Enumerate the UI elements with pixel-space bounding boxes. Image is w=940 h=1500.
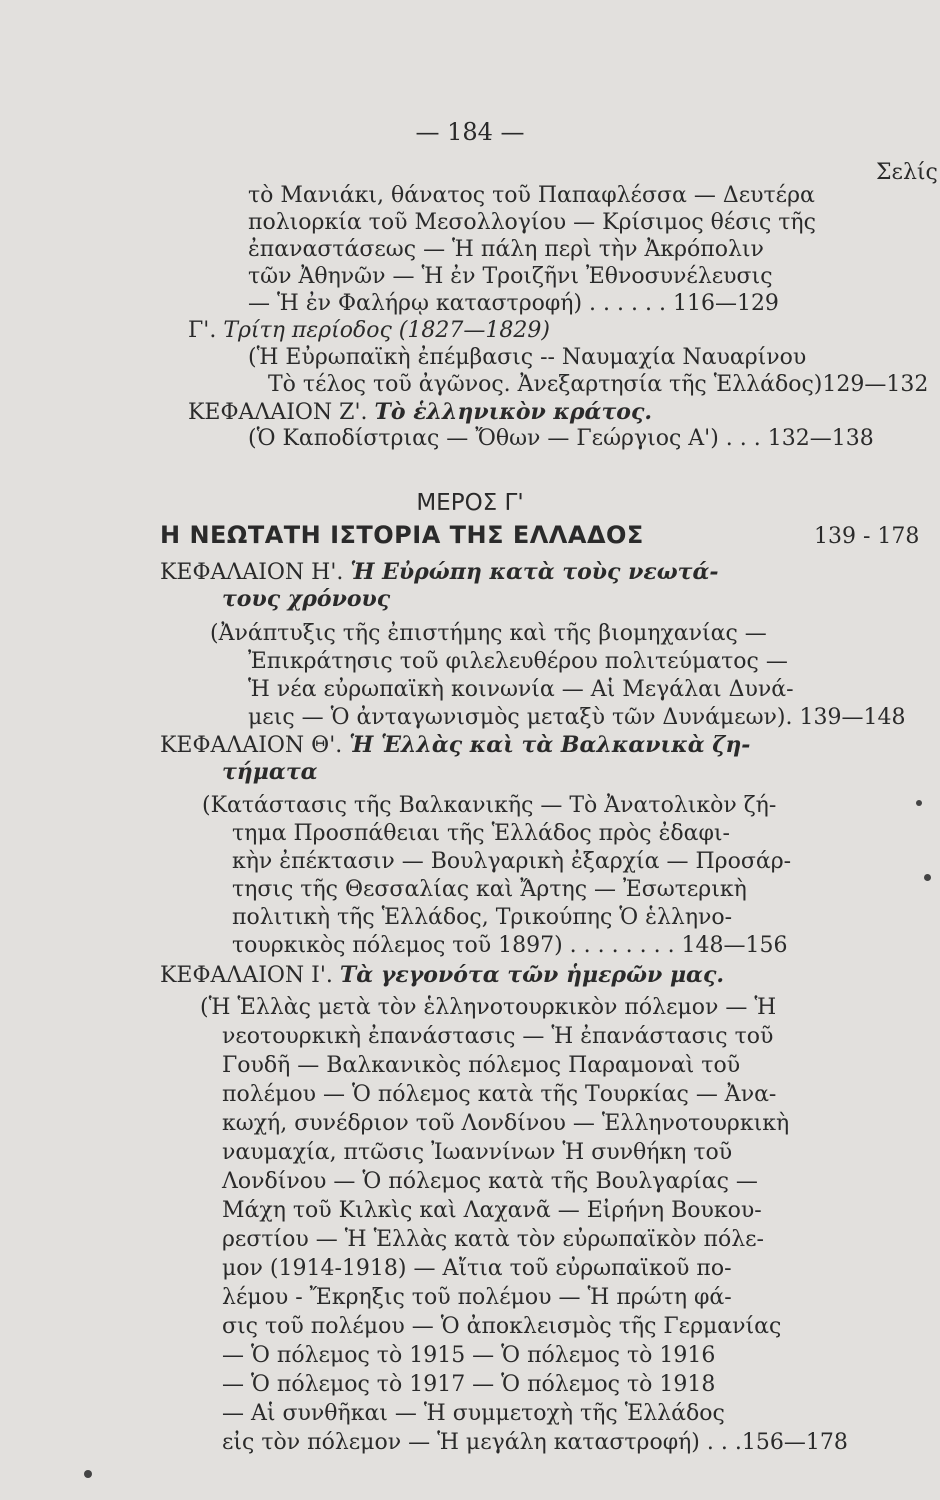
chapter-title-cont: τους χρόνους bbox=[222, 586, 391, 612]
section-title: Τρίτη περίοδος (1827—1829) bbox=[223, 318, 550, 343]
toc-line: τῶν Ἀθηνῶν — Ἡ ἐν Τροιζῆνι Ἐθνοσυνέλευσις bbox=[248, 264, 773, 289]
ink-spot bbox=[924, 874, 931, 881]
toc-line: (Κατάστασις τῆς Βαλκανικῆς — Τὸ Ἀνατολικὸν ζή- bbox=[202, 793, 777, 818]
toc-line: τουρκικὸς πόλεμος τοῦ 1897) . . . . . . . . 148—156 bbox=[232, 933, 788, 958]
chapter-title: Ἡ Εὐρώπη κατὰ τοὺς νεωτά- bbox=[350, 559, 719, 585]
chapter-title: Τὰ γεγονότα τῶν ἡμερῶν μας. bbox=[339, 962, 725, 988]
toc-line: Γουδῆ — Βαλκανικὸς πόλεμος Παραμοναὶ τοῦ bbox=[222, 1053, 741, 1078]
toc-line: (Ἀνάπτυξις τῆς ἐπιστήμης καὶ τῆς βιομηχανίας — bbox=[210, 621, 767, 646]
chapter-label: ΚΕΦΑΛΑΙΟΝ Θ'. bbox=[160, 733, 343, 758]
toc-line: (Ὁ Καποδίστριας — Ὄθων — Γεώργιος Α') . . . 132—138 bbox=[248, 426, 874, 451]
ink-spot bbox=[916, 800, 922, 806]
toc-line: Μάχη τοῦ Κιλκὶς καὶ Λαχανᾶ — Εἰρήνη Βουκου- bbox=[222, 1198, 762, 1223]
toc-line: — Ἡ ἐν Φαλήρῳ καταστροφή) . . . . . . 116—129 bbox=[248, 291, 779, 316]
toc-line: Ἐπικράτησις τοῦ φιλελευθέρου πολιτεύματος — bbox=[248, 649, 788, 674]
chapter-title: Ἡ Ἑλλὰς καὶ τὰ Βαλκανικὰ ζη- bbox=[349, 732, 751, 758]
toc-line: — Ὁ πόλεμος τὸ 1917 — Ὁ πόλεμος τὸ 1918 bbox=[222, 1372, 716, 1397]
toc-line: (Ἡ Ἑλλὰς μετὰ τὸν ἑλληνοτουρκικὸν πόλεμον — Ἡ bbox=[200, 995, 777, 1020]
chapter-heading bbox=[160, 962, 724, 989]
part-label: ΜΕΡΟΣ Γ' bbox=[416, 490, 524, 516]
chapter-heading bbox=[160, 559, 719, 586]
chapter-heading bbox=[188, 399, 652, 426]
toc-line: μον (1914-1918) — Αἴτια τοῦ εὐρωπαϊκοῦ πο- bbox=[222, 1256, 732, 1281]
toc-line: σις τοῦ πολέμου — Ὁ ἀποκλεισμὸς τῆς Γερμανίας bbox=[222, 1314, 782, 1339]
ink-spot bbox=[84, 1470, 92, 1478]
toc-line: — Ὁ πόλεμος τὸ 1915 — Ὁ πόλεμος τὸ 1916 bbox=[222, 1343, 716, 1368]
toc-line: κὴν ἐπέκτασιν — Βουλγαρικὴ ἐξαρχία — Προσάρ- bbox=[232, 849, 792, 874]
chapter-title-cont: τήματα bbox=[222, 759, 318, 785]
toc-line: ἐπαναστάσεως — Ἡ πάλη περὶ τὴν Ἀκρόπολιν bbox=[248, 237, 764, 262]
toc-line: εἰς τὸν πόλεμον — Ἡ μεγάλη καταστροφή) . . .156—178 bbox=[222, 1430, 848, 1455]
section-label: Γ'. bbox=[188, 318, 217, 343]
page-number: — 184 — bbox=[415, 118, 525, 146]
toc-line: κωχή, συνέδριον τοῦ Λονδίνου — Ἑλληνοτουρκικὴ bbox=[222, 1111, 790, 1136]
toc-line: (Ἡ Εὐρωπαϊκὴ ἐπέμβασις -- Ναυμαχία Ναυαρίνου bbox=[248, 345, 807, 370]
toc-line: ναυμαχία, πτῶσις Ἰωαννίνων Ἡ συνθήκη τοῦ bbox=[222, 1140, 733, 1165]
chapter-title: Τὸ ἑλληνικὸν κράτος. bbox=[374, 399, 653, 425]
toc-line: Τὸ τέλος τοῦ ἀγῶνος. Ἀνεξαρτησία τῆς Ἑλλάδος)129—132 bbox=[268, 372, 929, 397]
section-heading bbox=[188, 318, 550, 344]
part-page-range: 139 - 178 bbox=[814, 524, 920, 549]
chapter-label: ΚΕΦΑΛΑΙΟΝ Ι'. bbox=[160, 963, 333, 988]
toc-line: πολέμου — Ὁ πόλεμος κατὰ τῆς Τουρκίας — Ἀνα- bbox=[222, 1082, 777, 1107]
toc-line: Λονδίνου — Ὁ πόλεμος κατὰ τῆς Βουλγαρίας — bbox=[222, 1169, 758, 1194]
toc-line: νεοτουρκικὴ ἐπανάστασις — Ἡ ἐπανάστασις τοῦ bbox=[222, 1024, 774, 1049]
toc-line: τημα Προσπάθειαι τῆς Ἑλλάδος πρὸς ἐδαφι- bbox=[232, 821, 730, 846]
toc-line: πολιορκία τοῦ Μεσολλογίου — Κρίσιμος θέσις τῆς bbox=[248, 210, 816, 235]
part-title: Η ΝΕΩΤΑΤΗ ΙΣΤΟΡΙΑ ΤΗΣ ΕΛΛΑΔΟΣ bbox=[160, 521, 644, 549]
toc-line: μεις — Ὁ ἀνταγωνισμὸς μεταξὺ τῶν Δυνάμεων). 139—148 bbox=[248, 705, 906, 730]
column-header: Σελίς bbox=[876, 160, 938, 185]
chapter-label: ΚΕΦΑΛΑΙΟΝ Ζ'. bbox=[188, 400, 368, 425]
toc-line: Ἡ νέα εὐρωπαϊκὴ κοινωνία — Αἱ Μεγάλαι Δυνά- bbox=[248, 677, 794, 702]
chapter-label: ΚΕΦΑΛΑΙΟΝ Η'. bbox=[160, 560, 344, 585]
toc-line: πολιτικὴ τῆς Ἑλλάδος, Τρικούπης Ὁ ἑλληνο- bbox=[232, 905, 733, 930]
toc-line: λέμου - Ἔκρηξις τοῦ πολέμου — Ἡ πρώτη φά- bbox=[222, 1285, 732, 1310]
toc-line: τησις τῆς Θεσσαλίας καὶ Ἄρτης — Ἐσωτερικὴ bbox=[232, 877, 747, 902]
toc-line: ρεστίου — Ἡ Ἑλλὰς κατὰ τὸν εὐρωπαϊκὸν πόλε- bbox=[222, 1227, 764, 1252]
toc-line: — Αἱ συνθῆκαι — Ἡ συμμετοχὴ τῆς Ἑλλάδος bbox=[222, 1401, 725, 1426]
chapter-heading bbox=[160, 732, 750, 759]
toc-line: τὸ Μανιάκι, θάνατος τοῦ Παπαφλέσσα — Δευτέρα bbox=[248, 183, 815, 208]
